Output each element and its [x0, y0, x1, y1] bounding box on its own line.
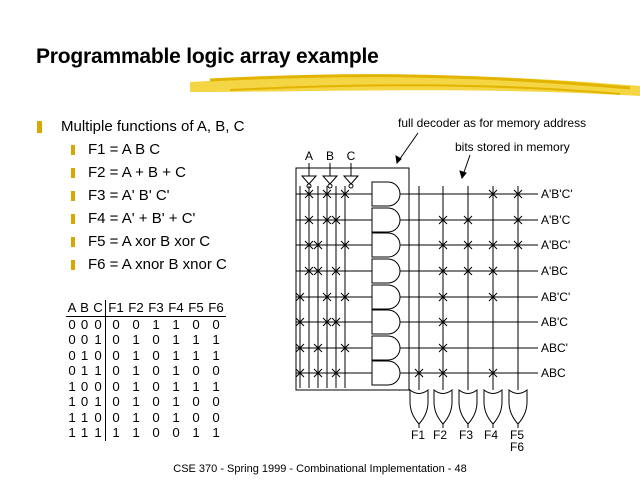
table-cell: 1: [68, 378, 76, 394]
table-cell: 0: [152, 425, 160, 440]
decoder-annotation: full decoder as for memory address: [398, 116, 587, 130]
sub-bullet-text: F2 = A + B + C: [88, 164, 186, 181]
arrow-head: [396, 156, 401, 163]
output-label: F3: [458, 428, 474, 442]
inverting-buffer-symbol: [344, 176, 358, 184]
and-gate-symbol: [372, 336, 400, 360]
and-gate-symbol: [372, 208, 400, 232]
input-label: B: [325, 149, 335, 163]
or-gate-symbol: [484, 390, 502, 424]
table-cell: 0: [91, 348, 106, 364]
input-label: C: [346, 149, 356, 163]
table-cell: 0: [212, 394, 220, 409]
table-cell: 1: [91, 425, 106, 441]
sub-bullet-text: F3 = A' B' C': [88, 187, 170, 204]
table-cell: 1: [80, 347, 89, 363]
slide-title: Programmable logic array example: [36, 45, 379, 68]
table-cell: 1: [132, 425, 140, 440]
and-gate-symbol: [372, 182, 400, 206]
table-cell: 1: [212, 425, 220, 440]
inverting-buffer-symbol: [302, 176, 316, 184]
table-cell: 0: [212, 409, 220, 425]
table-cell: 1: [132, 394, 140, 409]
table-cell: 1: [80, 363, 89, 378]
table-cell: 0: [112, 394, 120, 409]
arrow-head: [460, 171, 466, 178]
table-header-cell: F1: [108, 300, 124, 315]
table-cell: 0: [91, 317, 106, 333]
table-cell: 1: [91, 332, 106, 348]
output-label: F6: [509, 440, 525, 454]
table-cell: 1: [152, 316, 160, 332]
main-bullet-text: Multiple functions of A, B, C: [61, 118, 245, 135]
table-cell: 0: [80, 378, 89, 394]
sub-bullet-text: F6 = A xnor B xnor C: [88, 256, 227, 273]
table-cell: 0: [80, 332, 89, 347]
table-cell: 1: [132, 363, 140, 378]
table-cell: 1: [192, 332, 200, 347]
table-cell: 1: [132, 409, 140, 425]
minterm-label: A'B'C: [541, 213, 571, 227]
table-cell: 0: [91, 410, 106, 426]
table-cell: 0: [91, 379, 106, 395]
sub-bullet-text: F4 = A' + B' + C': [88, 210, 196, 227]
table-cell: 1: [172, 409, 180, 425]
table-cell: 0: [112, 316, 120, 332]
table-cell: 1: [172, 394, 180, 409]
and-gate-symbol: [372, 361, 400, 385]
minterm-label: A'BC: [541, 264, 568, 278]
table-cell: 0: [152, 409, 160, 425]
table-cell: 0: [212, 363, 220, 378]
minterm-label: AB'C: [541, 315, 568, 329]
or-gate-symbol: [434, 390, 452, 424]
table-cell: 1: [172, 347, 180, 363]
minterm-label: A'B'C': [541, 187, 573, 201]
table-cell: 0: [68, 316, 76, 332]
table-cell: 1: [68, 409, 76, 425]
and-gate-symbol: [372, 285, 400, 309]
table-cell: 0: [152, 347, 160, 363]
table-cell: 1: [212, 332, 220, 347]
output-label: F5: [509, 428, 525, 442]
table-cell: 1: [112, 425, 120, 440]
minterm-label: ABC: [541, 366, 566, 380]
table-cell: 0: [192, 394, 200, 409]
table-cell: 0: [172, 425, 180, 440]
table-header-cell: A: [67, 300, 77, 315]
or-gate-symbol: [410, 390, 428, 424]
table-cell: 1: [91, 363, 106, 379]
table-cell: 1: [91, 394, 106, 410]
minterm-label: ABC': [541, 341, 568, 355]
inverter-bubble: [349, 184, 353, 188]
table-cell: 0: [192, 363, 200, 378]
memory-bits-annotation: bits stored in memory: [455, 140, 570, 154]
output-label: F1: [410, 428, 426, 442]
table-cell: 0: [152, 378, 160, 394]
table-cell: 1: [212, 378, 220, 394]
table-cell: 0: [68, 363, 76, 378]
table-cell: 0: [152, 332, 160, 347]
table-cell: 0: [112, 332, 120, 347]
table-cell: 1: [172, 316, 180, 332]
table-cell: 0: [80, 394, 89, 409]
table-cell: 1: [80, 425, 89, 440]
and-gate-symbol: [372, 233, 400, 257]
table-cell: 1: [212, 347, 220, 363]
minterm-label: AB'C': [541, 290, 571, 304]
output-label: F4: [483, 428, 499, 442]
inverter-bubble: [328, 184, 332, 188]
table-cell: 0: [112, 378, 120, 394]
table-cell: 1: [172, 332, 180, 347]
minterm-label: A'BC': [541, 238, 571, 252]
table-cell: 1: [68, 394, 76, 409]
table-cell: 0: [212, 316, 220, 332]
table-header-cell: B: [80, 300, 89, 315]
table-cell: 1: [132, 378, 140, 394]
table-cell: 0: [68, 347, 76, 363]
table-cell: 1: [172, 378, 180, 394]
table-cell: 1: [172, 363, 180, 378]
table-cell: 0: [132, 316, 140, 332]
or-gate-symbol: [509, 390, 527, 424]
table-cell: 1: [68, 425, 76, 440]
table-cell: 0: [112, 347, 120, 363]
table-cell: 1: [132, 332, 140, 347]
table-cell: 1: [192, 425, 200, 440]
slide-footer: CSE 370 - Spring 1999 - Combinational Implementation - 48: [173, 463, 467, 475]
and-gate-symbol: [372, 310, 400, 334]
table-cell: 0: [112, 409, 120, 425]
table-cell: 0: [192, 409, 200, 425]
table-cell: 1: [192, 378, 200, 394]
table-header-cell: C: [91, 300, 106, 316]
table-header-cell: F4: [168, 300, 184, 315]
output-label: F2: [432, 428, 448, 442]
sub-bullet-text: F5 = A xor B xor C: [88, 233, 211, 250]
sub-bullet-text: F1 = A B C: [88, 141, 161, 158]
table-cell: 0: [80, 316, 89, 332]
table-cell: 0: [112, 363, 120, 378]
table-cell: 0: [152, 363, 160, 378]
table-cell: 0: [152, 394, 160, 409]
table-header-cell: F6: [208, 300, 224, 315]
table-header-cell: F2: [128, 300, 144, 315]
inverting-buffer-symbol: [323, 176, 337, 184]
table-cell: 0: [192, 316, 200, 332]
and-gate-symbol: [372, 259, 400, 283]
table-cell: 0: [68, 332, 76, 347]
table-cell: 1: [132, 347, 140, 363]
input-label: A: [304, 149, 314, 163]
table-header-cell: F5: [188, 300, 204, 315]
table-cell: 1: [80, 409, 89, 425]
or-gate-symbol: [459, 390, 477, 424]
table-cell: 1: [192, 347, 200, 363]
table-header-cell: F3: [148, 300, 164, 315]
